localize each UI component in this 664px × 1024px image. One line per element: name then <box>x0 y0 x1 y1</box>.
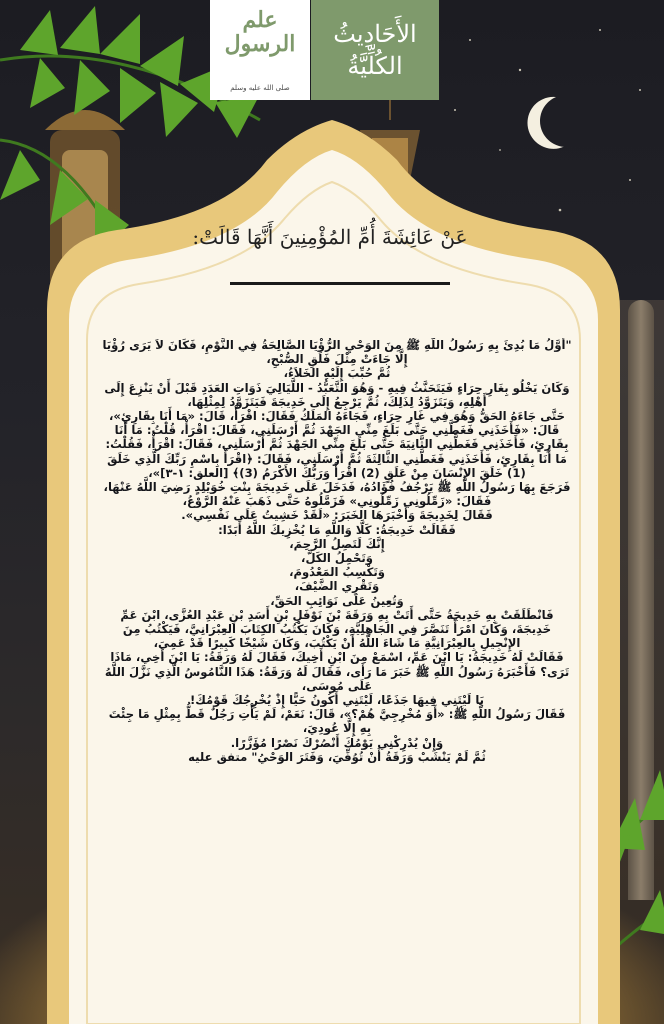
hadith-line: إِنَّكَ لَتَصِلُ الرَّحِمَ، <box>289 536 385 551</box>
hadith-line: يَا لَيْتَنِي فِيهَا جَذَعًا، لَيْتَنِي أَكُونُ حَيًّا إِذْ يُخْرِجُكَ قَوْمُكَ! <box>189 693 485 708</box>
hadith-line: فَقَالَتْ لَهُ خَدِيجَةُ: يَا ابْنَ عَمِّ، اسْمَعْ مِنَ ابْنِ أَخِيكَ، فَقَالَ لَهُ وَرَقَةُ: يَا ابْنَ أَخِي، مَاذَا تَرَى؟ فَأَخْبَرَهُ رَسُولُ اللَّهِ ﷺ خَبَرَ مَا رَأَى، فَقَالَ لَهُ وَرَقَةُ: هَذَا النَّامُوسُ الَّذِي نَزَّلَ اللَّهُ عَلَى مُوسَى، <box>104 650 570 693</box>
logo-calligraphy: علم الرسول <box>224 7 296 57</box>
hadith-line: فَقَالَ لِخَدِيجَةَ وَأَخْبَرَهَا الخَبَرَ: «لَقَدْ خَشِيتُ عَلَى نَفْسِي». <box>181 508 493 523</box>
hadith-line: فَرَجَعَ بِهَا رَسُولُ اللَّهِ ﷺ يَرْجُفُ فُؤَادُهُ، فَدَخَلَ عَلَى خَدِيجَةَ بِنْتِ خُوَيْلِدٍ رَضِيَ اللَّهُ عَنْهَا، فَقَالَ: «زَمِّلُونِي زَمِّلُونِي» فَزَمَّلُوهُ حَتَّى ذَهَبَ عَنْهُ الرَّوْعُ، <box>103 480 571 509</box>
hadith-line: حَتَّى جَاءَهُ الحَقُّ وَهُوَ فِي غَارِ حِرَاءٍ، فَجَاءَهُ المَلَكُ فَقَالَ: اقْرَأْ، قَالَ: «مَا أَنَا بِقَارِئٍ»، قَالَ: «فَأَخَذَنِي فَغَطَّنِي حَتَّى بَلَغَ مِنِّي الجَهْدَ ثُمَّ أَرْسَلَنِي، فَقَالَ: اقْرَأْ، قُلْتُ: مَا أَنَا بِقَارِئٍ، فَأَخَذَنِي فَغَطَّنِي الثَّانِيَةَ حَتَّى بَلَغَ مِنِّي الجَهْدَ ثُمَّ أَرْسَلَنِي، فَقَالَ: اقْرَأْ، فَقُلْتُ: مَا أَنَا بِقَارِئٍ، فَأَخَذَنِي فَغَطَّنِي الثَّالِثَةَ ثُمَّ أَرْسَلَنِي، فَقَالَ: ﴿اقْرَأْ بِاسْمِ رَبِّكَ الَّذِي خَلَقَ (1) خَلَقَ الإِنْسَانَ مِنْ عَلَقٍ (2) اقْرَأْ وَرَبُّكَ الأَكْرَمُ (3)﴾ [العلق: ١-٣]»، <box>105 409 569 480</box>
series-title-box <box>311 0 439 100</box>
hadith-line: "أَوَّلُ مَا بُدِئَ بِهِ رَسُولُ اللَّهِ ﷺ مِنَ الوَحْيِ الرُّؤْيَا الصَّالِحَةُ فِي النَّوْمِ، فَكَانَ لاَ يَرَى رُؤْيَا إِلَّا جَاءَتْ مِثْلَ فَلَقِ الصُّبْحِ، <box>102 338 572 367</box>
hadith-line: فَقَالَ رَسُولُ اللَّهِ ﷺ: «أَوَ مُخْرِجِيَّ هُمْ؟»، قَالَ: نَعَمْ، لَمْ يَأْتِ رَجُلٌ قَطُّ بِمِثْلِ مَا جِئْتَ بِهِ إِلَّا عُودِيَ، <box>108 707 566 736</box>
hadith-line: وَإِنْ يُدْرِكْنِي يَوْمُكَ أَنْصُرْكَ نَصْرًا مُؤَزَّرًا. <box>230 735 444 750</box>
hadith-line: وَتُعِينُ عَلَى نَوَائِبِ الحَقِّ، <box>270 593 404 608</box>
hadith-narrator-heading: عَنْ عَائِشَةَ أُمِّ المُؤْمِنِينَ أَنَّهَا قَالَتْ: <box>192 225 468 249</box>
hadith-text <box>102 338 572 928</box>
divider <box>230 282 450 285</box>
hadith-line: فَانْطَلَقَتْ بِهِ خَدِيجَةُ حَتَّى أَتَتْ بِهِ وَرَقَةَ بْنَ نَوْفَلِ بْنِ أَسَدِ بْنِ عَبْدِ العُزَّى، ابْنَ عَمِّ خَدِيجَةَ، وَكَانَ امْرَأً تَنَصَّرَ فِي الجَاهِلِيَّةِ، وَكَانَ يَكْتُبُ الكِتَابَ العِبْرَانِيَّ، فَيَكْتُبُ مِنَ الإِنْجِيلِ بِالعِبْرَانِيَّةِ مَا شَاءَ اللَّهُ أَنْ يَكْتُبَ، وَكَانَ شَيْخًا كَبِيرًا قَدْ عَمِيَ، <box>120 607 554 651</box>
hadith-line: وَكَانَ يَخْلُو بِغَارِ حِرَاءٍ فَيَتَحَنَّثُ فِيهِ - وَهُوَ التَّعَبُّدُ - اللَّيَالِيَ ذَوَاتِ العَدَدِ قَبْلَ أَنْ يَنْزِعَ إِلَى أَهْلِهِ، وَيَتَزَوَّدُ لِذَلِكَ، ثُمَّ يَرْجِعُ إِلَى خَدِيجَةَ فَيَتَزَوَّدُ لِمِثْلِهَا، <box>104 380 570 409</box>
series-title: الأَحَادِيثُ الكُلِّيَّةُ <box>333 20 417 80</box>
logo <box>210 0 310 100</box>
hadith-line: فَقَالَتْ خَدِيجَةُ: كَلَّا وَاللَّهِ مَا يُخْزِيكَ اللَّهُ أَبَدًا: <box>218 522 456 537</box>
hadith-line: وَتَكْسِبُ المَعْدُومَ، <box>289 565 385 580</box>
hadith-line: ثُمَّ لَمْ يَنْشَبْ وَرَقَةُ أَنْ تُوُفِّيَ، وَفَتَرَ الوَحْيُ" متفق عليه <box>188 749 486 764</box>
hadith-line: ثُمَّ حُبِّبَ إِلَيْهِ الخَلاَءُ، <box>283 366 391 381</box>
hadith-line: وَتَحْمِلُ الكَلَّ، <box>301 551 373 566</box>
hadith-line: وَتَقْرِي الضَّيْفَ، <box>294 579 380 594</box>
logo-subtitle: صلى الله عليه وسلم <box>230 84 290 92</box>
